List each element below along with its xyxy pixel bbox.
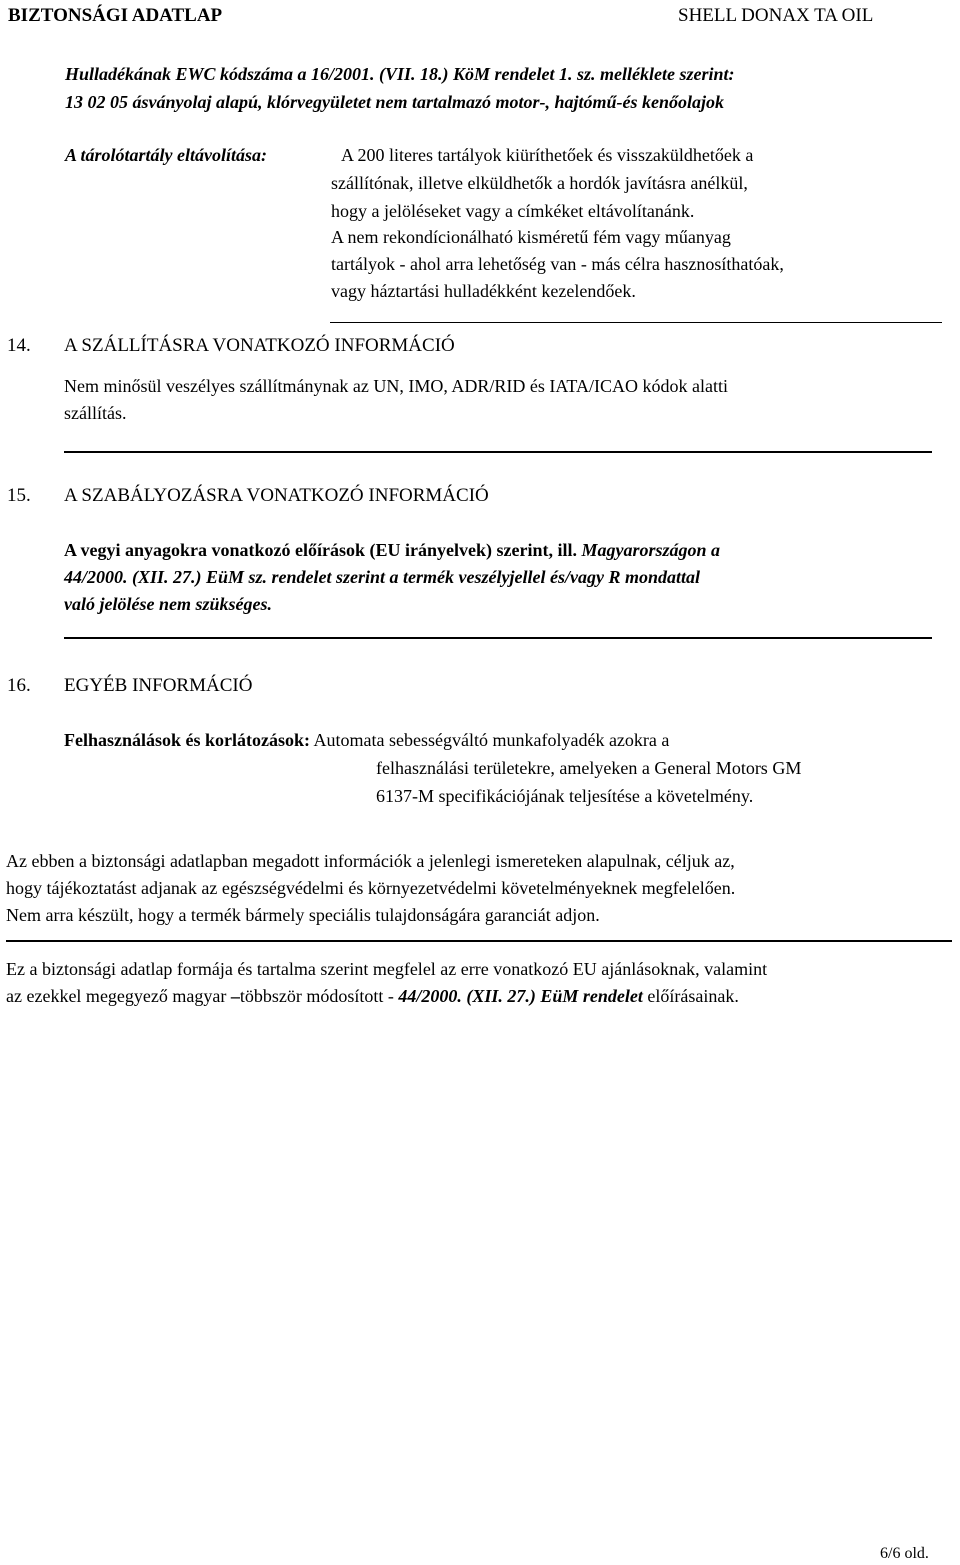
container-removal-line: vagy háztartási hulladékként kezelendőek. <box>331 281 636 301</box>
product-name: SHELL DONAX TA OIL <box>678 5 874 26</box>
section-15-line-1-italic: Magyarországon a <box>581 540 721 560</box>
uses-text: Automata sebességváltó munkafolyadék azokra a <box>310 730 670 750</box>
divider <box>6 940 952 942</box>
ewc-line-1: Hulladékának EWC kódszáma a 16/2001. (VII. 18.) KöM rendelet 1. sz. melléklete szerint: <box>65 64 735 84</box>
uses-line: 6137-M specifikációjának teljesítése a követelmény. <box>376 786 754 806</box>
container-removal-line: hogy a jelöléseket vagy a címkéket eltávolítanánk. <box>331 201 695 221</box>
container-removal-line: A nem rekondícionálható kisméretű fém vagy műanyag <box>331 227 731 247</box>
section-14-text: szállítás. <box>64 403 127 423</box>
uses-label: Felhasználások és korlátozások: <box>64 730 311 750</box>
document-title: BIZTONSÁGI ADATLAP <box>8 5 223 26</box>
section-15-title: A SZABÁLYOZÁSRA VONATKOZÓ INFORMÁCIÓ <box>64 485 489 506</box>
disclaimer-line: Nem arra készült, hogy a termék bármely speciális tulajdonságára garanciát adjon. <box>6 905 600 925</box>
section-16-number: 16. <box>7 675 31 696</box>
uses-line: felhasználási területekre, amelyeken a General Motors GM <box>376 758 802 778</box>
page-number: 6/6 old. <box>880 1545 929 1562</box>
container-removal-line: szállítónak, illetve elküldhetők a hordók javításra anélkül, <box>331 173 748 193</box>
divider <box>64 637 932 639</box>
section-15-line-1-bold: A vegyi anyagokra vonatkozó előírások (EU irányelvek) szerint, ill. <box>64 540 582 560</box>
container-removal-line: A 200 literes tartályok kiüríthetőek és visszaküldhetőek a <box>341 145 754 165</box>
section-16-title: EGYÉB INFORMÁCIÓ <box>64 675 253 696</box>
section-14-text: Nem minősül veszélyes szállítmánynak az UN, IMO, ADR/RID és IATA/ICAO kódok alatti <box>64 376 728 396</box>
conformity-post: előírásainak. <box>642 986 739 1006</box>
disclaimer-line: hogy tájékoztatást adjanak az egészségvédelmi és környezetvédelmi követelményeknek megfelelően. <box>6 878 736 898</box>
uses-line-1 <box>64 730 669 751</box>
conformity-line-2 <box>6 986 739 1007</box>
conformity-dash: – <box>230 986 240 1006</box>
conformity-pre: az ezekkel megegyező magyar <box>6 986 231 1006</box>
ewc-line-2: 13 02 05 ásványolaj alapú, klórvegyületet nem tartalmazó motor-, hajtómű-és kenőolajok <box>65 92 725 112</box>
container-removal-line: tartályok - ahol arra lehetőség van - más célra hasznosíthatóak, <box>331 254 784 274</box>
conformity-line-1: Ez a biztonsági adatlap formája és tartalma szerint megfelel az erre vonatkozó EU ajánlásoknak, valamint <box>6 959 768 979</box>
disclaimer-line: Az ebben a biztonsági adatlapban megadott információk a jelenlegi ismereteken alapulnak, céljuk az, <box>6 851 735 871</box>
section-15-number: 15. <box>7 485 31 506</box>
section-15-line-1 <box>64 540 720 561</box>
section-14-number: 14. <box>7 335 31 356</box>
conformity-mid: többször módosított - <box>239 986 399 1006</box>
section-14-title: A SZÁLLÍTÁSRA VONATKOZÓ INFORMÁCIÓ <box>64 335 455 356</box>
container-removal-label: A tárolótartály eltávolítása: <box>65 145 267 165</box>
section-15-line-3: való jelölése nem szükséges. <box>64 594 272 614</box>
decree-reference: 44/2000. (XII. 27.) EüM rendelet <box>398 986 643 1006</box>
divider <box>330 322 942 323</box>
decree-reference: 44/2000. (XII. 27.) EüM sz. <box>64 567 268 587</box>
section-15-line-2 <box>64 567 700 588</box>
section-15-line-2-rest: rendelet szerint a termék veszélyjellel és/vagy R mondattal <box>267 567 700 587</box>
divider <box>64 451 932 453</box>
